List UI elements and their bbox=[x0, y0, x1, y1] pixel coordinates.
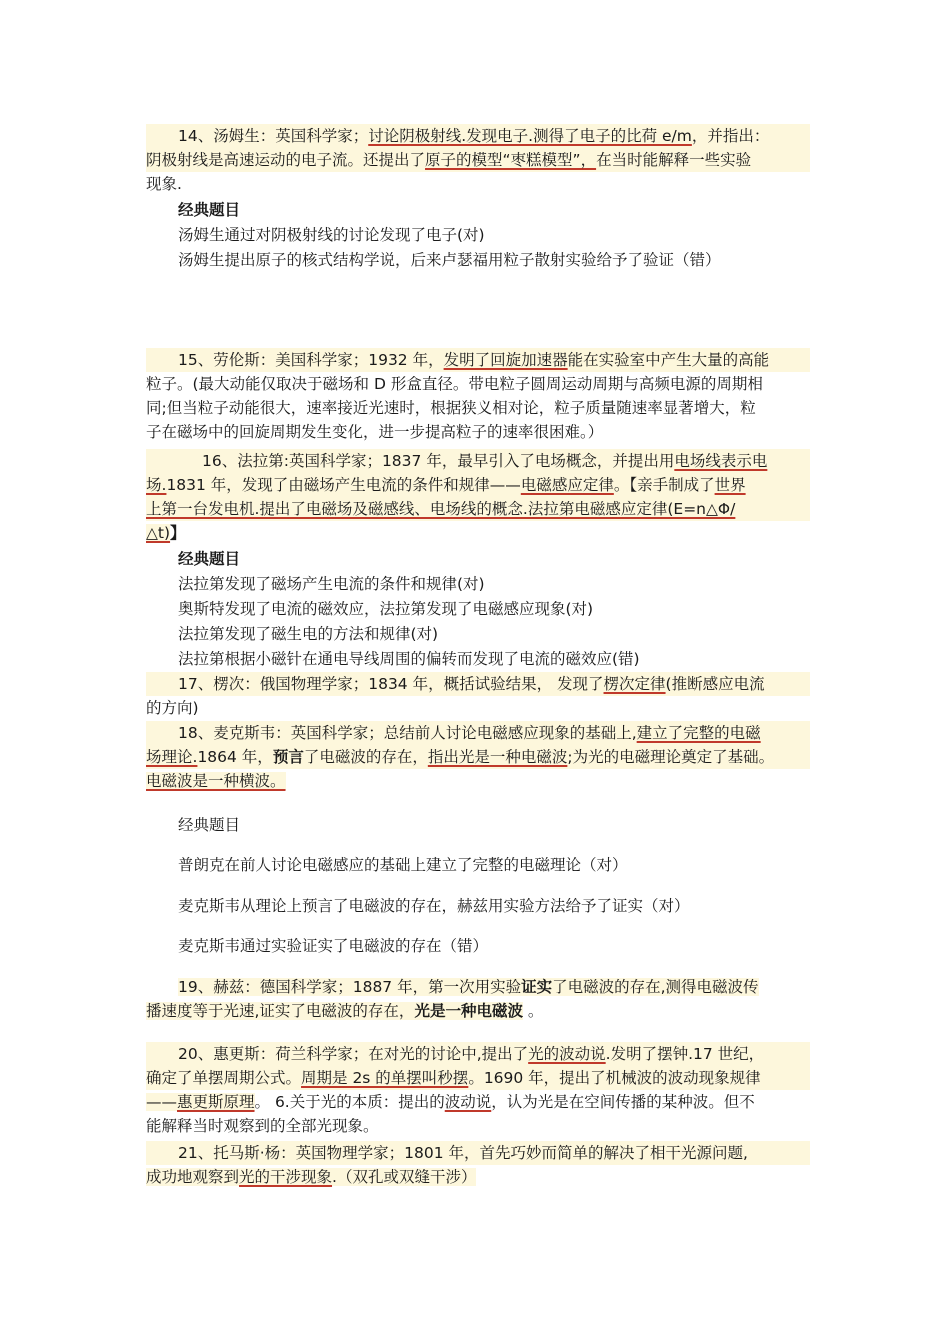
underlined-text: 原子的模型“枣糕模型”， bbox=[425, 151, 597, 169]
text-run: 。 6.关于光的本质：提出的 bbox=[254, 1093, 445, 1111]
text-run: —— bbox=[146, 1093, 177, 1111]
text-run: 1831 年，发现了由磁场产生电流的条件和规律—— bbox=[166, 476, 521, 494]
underlined-text: 讨论阴极射线.发现电子.测得了电子的比荷 e/m bbox=[368, 127, 692, 145]
paragraph-18 bbox=[146, 721, 810, 793]
text-run: ，认为光是在空间传播的某种波。但不 bbox=[491, 1093, 755, 1111]
paragraph-line bbox=[146, 449, 810, 473]
text-run: 。 bbox=[522, 1002, 544, 1020]
paragraph-line bbox=[146, 1165, 810, 1189]
paragraph-line: 21、托马斯·杨：英国物理学家；1801 年，首先巧妙而简单的解决了相干光源问题, bbox=[146, 1141, 810, 1165]
text-run: 19、赫兹：德国科学家；1887 年，第一次用实验 bbox=[178, 978, 522, 996]
paragraph-17 bbox=[146, 672, 810, 720]
question-item: 麦克斯韦从理论上预言了电磁波的存在，赫兹用实验方法给予了证实（对） bbox=[178, 897, 690, 915]
paragraph-line bbox=[146, 1066, 810, 1090]
paragraph-19 bbox=[146, 975, 810, 1023]
text-run: 了电磁波的存在,测得电磁波传 bbox=[552, 978, 759, 996]
paragraph-21 bbox=[146, 1141, 810, 1189]
classic-questions-title: 经典题目 bbox=[178, 550, 241, 568]
underlined-text: △t) bbox=[146, 524, 171, 542]
underlined-text: 建立了完整的电磁 bbox=[636, 724, 761, 742]
paragraph-line bbox=[146, 1042, 810, 1066]
underlined-text: 电场线表示电 bbox=[674, 452, 768, 470]
question-item: 法拉第发现了磁生电的方法和规律(对) bbox=[178, 625, 439, 643]
question-item: 法拉第根据小磁针在通电导线周围的偏转而发现了电流的磁效应(错) bbox=[178, 650, 640, 668]
text-run: 阴极射线是高速运动的电子流。还提出了 bbox=[146, 151, 426, 169]
text-run: 成功地观察到 bbox=[146, 1168, 240, 1186]
text-run: 光是一种电磁波 bbox=[414, 1002, 523, 1020]
underlined-text: 指出光是一种电磁波 bbox=[427, 748, 568, 766]
paragraph-line bbox=[146, 473, 810, 497]
text-run: 。1690 年，提出了机械波的波动现象规律 bbox=[468, 1069, 761, 1087]
underlined-text: 电磁感应定律 bbox=[520, 476, 614, 494]
paragraph-line: 的方向) bbox=[146, 699, 199, 717]
text-run: 16、法拉第:英国科学家；1837 年，最早引入了电场概念，并提出用 bbox=[202, 452, 675, 470]
paragraph-line bbox=[146, 521, 810, 545]
underlined-text: 光的波动说 bbox=[528, 1045, 606, 1063]
question-item: 汤姆生提出原子的核式结构学说，后来卢瑟福用粒子散射实验给予了验证（错） bbox=[178, 251, 721, 269]
paragraph-line bbox=[146, 124, 810, 148]
question-item: 普朗克在前人讨论电磁感应的基础上建立了完整的电磁理论（对） bbox=[178, 856, 628, 874]
paragraph-line bbox=[146, 975, 810, 999]
paragraph-14 bbox=[146, 124, 810, 196]
text-run: 播速度等于光速,证实了电磁波的存在， bbox=[146, 1002, 415, 1020]
text-run: 1864 年， bbox=[197, 748, 273, 766]
paragraph-20 bbox=[146, 1042, 810, 1138]
text-run: 15、劳伦斯：美国科学家；1932 年， bbox=[178, 351, 444, 369]
question-item: 奥斯特发现了电流的磁效应，法拉第发现了电磁感应现象(对) bbox=[178, 600, 594, 618]
text-run: 在当时能解释一些实验 bbox=[596, 151, 752, 169]
text-run: 14、汤姆生：英国科学家； bbox=[178, 127, 369, 145]
paragraph-line bbox=[146, 672, 810, 696]
underlined-text: 发明了回旋加速器 bbox=[443, 351, 568, 369]
paragraph-line bbox=[146, 745, 810, 769]
paragraph-line: 子在磁场中的回旋周期发生变化，进一步提高粒子的速率很困难。） bbox=[146, 423, 604, 441]
paragraph-16 bbox=[146, 449, 810, 545]
paragraph-line: 粒子。(最大动能仅取决于磁场和 D 形盒直径。带电粒子圆周运动周期与高频电源的周期相 bbox=[146, 375, 763, 393]
text-run: 17、楞次：俄国物理学家；1834 年，概括试验结果， 发现了 bbox=[178, 675, 604, 693]
text-run: 了电磁波的存在， bbox=[303, 748, 428, 766]
underlined-text: 电磁波是一种横波。 bbox=[146, 772, 286, 790]
classic-questions-title: 经典题目 bbox=[178, 816, 241, 834]
question-item: 法拉第发现了磁场产生电流的条件和规律(对) bbox=[178, 575, 485, 593]
question-item: 麦克斯韦通过实验证实了电磁波的存在（错） bbox=[178, 937, 489, 955]
text-run: 20、惠更斯：荷兰科学家；在对光的讨论中,提出了 bbox=[178, 1045, 529, 1063]
paragraph-line bbox=[146, 148, 810, 172]
paragraph-line: 上第一台发电机.提出了电磁场及磁感线、电场线的概念.法拉第电磁感应定律(E=n△Φ/ bbox=[146, 497, 810, 521]
text-run: ;为光的电磁理论奠定了基础。 bbox=[567, 748, 775, 766]
text-run: (推断感应电流 bbox=[665, 675, 765, 693]
text-run: 确定了单摆周期公式。 bbox=[146, 1069, 302, 1087]
paragraph-line: 能解释当时观察到的全部光现象。 bbox=[146, 1117, 379, 1135]
paragraph-line bbox=[146, 721, 810, 745]
paragraph-line: 同;但当粒子动能很大，速率接近光速时，根据狭义相对论，粒子质量随速率显著增大，粒 bbox=[146, 399, 756, 417]
text-run: 】 bbox=[170, 524, 186, 542]
text-run: 。【亲手制成了 bbox=[613, 476, 715, 494]
underlined-text: 世界 bbox=[714, 476, 746, 494]
underlined-text: 周期是 2s 的单摆叫秒摆 bbox=[301, 1069, 469, 1087]
underlined-text: 惠更斯原理 bbox=[177, 1093, 255, 1111]
paragraph-line bbox=[146, 999, 810, 1023]
text-run: ，并指出： bbox=[691, 127, 770, 145]
underlined-text: 波动说 bbox=[444, 1093, 492, 1111]
text-run: .发明了摆钟.17 世纪， bbox=[605, 1045, 765, 1063]
classic-questions-title: 经典题目 bbox=[178, 201, 241, 219]
underlined-text: 光的干涉现象 bbox=[239, 1168, 333, 1186]
question-item: 汤姆生通过对阴极射线的讨论发现了电子(对) bbox=[178, 226, 485, 244]
text-run: .（双孔或双缝干涉） bbox=[332, 1168, 477, 1186]
paragraph-line bbox=[146, 348, 810, 372]
paragraph-line: 现象. bbox=[146, 175, 182, 193]
paragraph-15 bbox=[146, 348, 810, 444]
underlined-text: 楞次定律 bbox=[603, 675, 666, 693]
paragraph-line bbox=[146, 769, 810, 793]
text-run: 18、麦克斯韦：英国科学家；总结前人讨论电磁感应现象的基础上, bbox=[178, 724, 637, 742]
text-run: 能在实验室中产生大量的高能 bbox=[567, 351, 770, 369]
text-run: 预言 bbox=[272, 748, 304, 766]
underlined-text: 场理论. bbox=[146, 748, 198, 766]
paragraph-line bbox=[146, 1090, 810, 1114]
text-run: 证实 bbox=[521, 978, 553, 996]
underlined-text: 场. bbox=[146, 476, 167, 494]
